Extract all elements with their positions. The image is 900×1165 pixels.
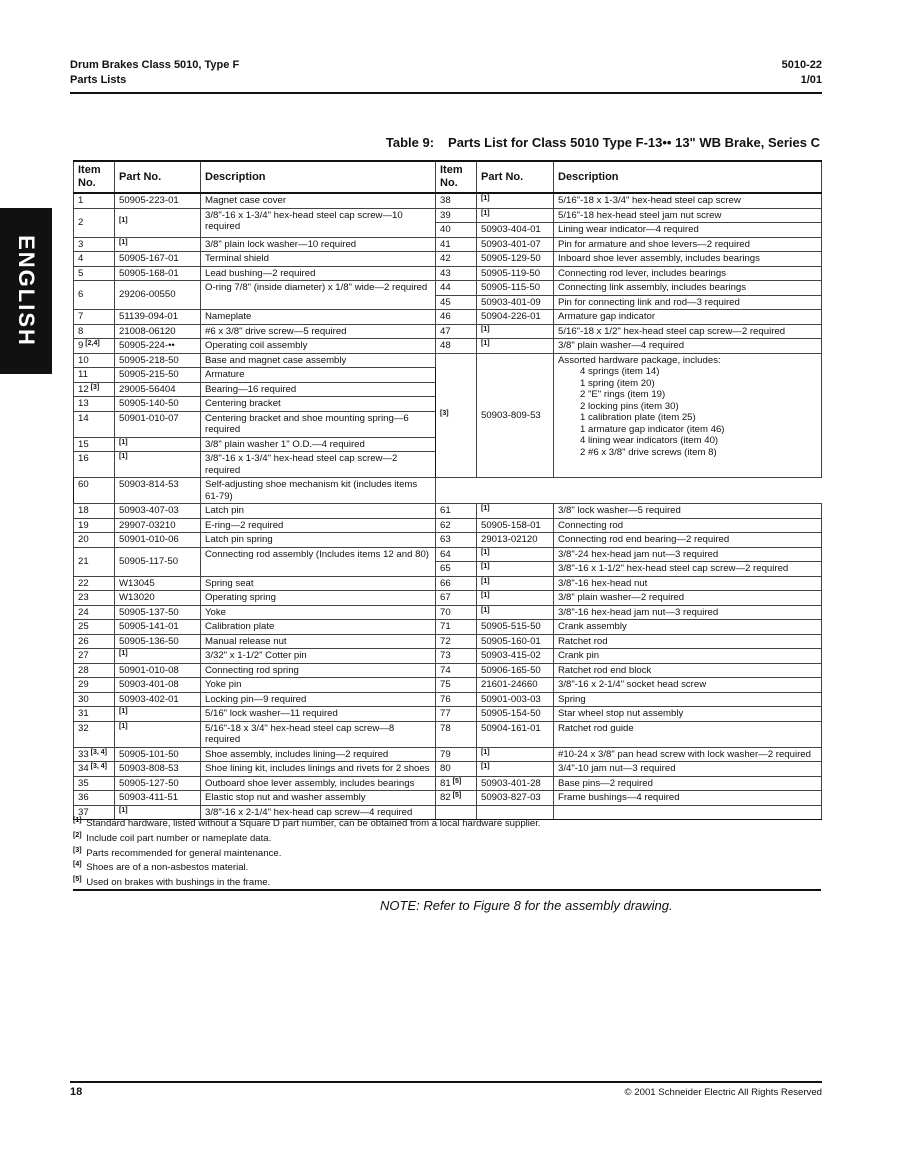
item-number: 79 bbox=[436, 747, 477, 762]
item-number: 40 bbox=[436, 223, 477, 238]
table-row bbox=[74, 547, 822, 562]
part-description: 3/8" plain washer 1" O.D.—4 required bbox=[201, 437, 436, 452]
part-description: 3/8"-16 x 2-1/4" hex-head cap screw—4 required bbox=[201, 805, 436, 820]
table-row bbox=[74, 208, 822, 223]
part-description: 5/16"-18 x 1/2" hex-head steel cap screw—2 required bbox=[554, 324, 822, 339]
part-number: [1] bbox=[115, 721, 201, 747]
table-row bbox=[74, 634, 822, 649]
item-number: 65 bbox=[436, 562, 477, 577]
part-number: 50905-117-50 bbox=[115, 547, 201, 576]
item-number: 60 bbox=[74, 478, 115, 504]
item-number: 21 bbox=[74, 547, 115, 576]
item-number: 48 bbox=[436, 339, 477, 354]
part-number: 50905-515-50 bbox=[477, 620, 554, 635]
part-description: Centering bracket and shoe mounting spring—6 required bbox=[201, 411, 436, 437]
kit-component: 4 springs (item 14) bbox=[580, 366, 660, 377]
footnote-mark: [1] bbox=[73, 817, 82, 824]
part-description: Bearing—16 required bbox=[201, 382, 436, 397]
table-row bbox=[74, 266, 822, 281]
part-number: 50905-141-01 bbox=[115, 620, 201, 635]
part-description: Crank assembly bbox=[554, 620, 822, 635]
part-number: 50905-101-50 bbox=[115, 747, 201, 762]
part-number: 50903-809-53 bbox=[477, 353, 554, 478]
footnotes-rule bbox=[73, 889, 821, 891]
part-description: Connecting rod spring bbox=[201, 663, 436, 678]
part-number: 50905-119-50 bbox=[477, 266, 554, 281]
part-number: 50903-827-03 bbox=[477, 791, 554, 806]
part-number: 50903-808-53 bbox=[115, 762, 201, 777]
part-number: 50905-140-50 bbox=[115, 397, 201, 412]
table-title bbox=[386, 135, 820, 150]
part-description: Pin for armature and shoe levers—2 required bbox=[554, 237, 822, 252]
col-header-item: Item No. bbox=[74, 161, 115, 193]
part-number: 50905-129-50 bbox=[477, 252, 554, 267]
part-description: Shoe lining kit, includes linings and rivets for 2 shoes bbox=[201, 762, 436, 777]
item-number: 63 bbox=[436, 533, 477, 548]
part-description: E-ring—2 required bbox=[201, 518, 436, 533]
item-number: 2 bbox=[74, 208, 115, 237]
part-number: 50903-411-51 bbox=[115, 791, 201, 806]
part-description: Spring seat bbox=[201, 576, 436, 591]
item-number: 15 bbox=[74, 437, 115, 452]
part-description: 3/8"-16 x 1-1/2" hex-head steel cap screw—2 required bbox=[554, 562, 822, 577]
item-number: 62 bbox=[436, 518, 477, 533]
header-title: Drum Brakes Class 5010, Type F bbox=[70, 59, 240, 71]
footnote bbox=[73, 847, 821, 862]
part-number: 50905-167-01 bbox=[115, 252, 201, 267]
part-number: 21601-24660 bbox=[477, 678, 554, 693]
table-row bbox=[74, 576, 822, 591]
item-number: 5 bbox=[74, 266, 115, 281]
part-number: [1] bbox=[115, 208, 201, 237]
parts-table bbox=[73, 160, 822, 820]
copyright: © 2001 Schneider Electric All Rights Reserved bbox=[624, 1087, 822, 1098]
footnote bbox=[73, 861, 821, 876]
part-number: 50901-010-08 bbox=[115, 663, 201, 678]
footer-rule bbox=[70, 1081, 822, 1083]
part-number: 50904-161-01 bbox=[477, 721, 554, 747]
item-number: 64 bbox=[436, 547, 477, 562]
item-number: 1 bbox=[74, 193, 115, 208]
part-description: Ratchet rod end block bbox=[554, 663, 822, 678]
part-number: [1] bbox=[115, 805, 201, 820]
col-header-item: Item No. bbox=[436, 161, 477, 193]
table-row bbox=[74, 478, 822, 504]
item-number: 47 bbox=[436, 324, 477, 339]
header-left bbox=[70, 58, 239, 88]
part-number: 50905-215-50 bbox=[115, 368, 201, 383]
table-row bbox=[74, 663, 822, 678]
table-row bbox=[74, 747, 822, 762]
item-number: 12 [3] bbox=[74, 382, 115, 397]
footnote-text: Standard hardware, listed without a Square D part number, can be obtained from a local hardware supplier. bbox=[83, 818, 541, 829]
part-number: 50903-401-28 bbox=[477, 776, 554, 791]
part-description: Assorted hardware package, includes: 4 springs (item 14) 1 spring (item 20) 2 "E" rings (item 19) 2 locking pins (item 30) 1 calibration plate (item 25) 1 armature gap indicator (item 46) 4 lining wear indicators (item 40) 2 #6 x 3/8" drive screws (item 8) bbox=[554, 353, 822, 478]
part-description: Yoke pin bbox=[201, 678, 436, 693]
part-description: Frame bushings—4 required bbox=[554, 791, 822, 806]
table-row bbox=[74, 324, 822, 339]
table-number: Table 9: bbox=[385, 135, 435, 150]
part-description: 3/32" x 1-1/2" Cotter pin bbox=[201, 649, 436, 664]
part-description: Crank pin bbox=[554, 649, 822, 664]
item-number: 18 bbox=[74, 504, 115, 519]
item-number: 8 bbox=[74, 324, 115, 339]
part-description: Connecting rod end bearing—2 required bbox=[554, 533, 822, 548]
table-row bbox=[74, 339, 822, 354]
part-number: 50905-158-01 bbox=[477, 518, 554, 533]
table-header-row bbox=[74, 161, 822, 193]
page-number: 18 bbox=[70, 1086, 83, 1098]
part-description: Locking pin—9 required bbox=[201, 692, 436, 707]
part-number: 50905-218-50 bbox=[115, 353, 201, 368]
part-description: 3/8" plain lock washer—10 required bbox=[201, 237, 436, 252]
part-number: [1] bbox=[477, 547, 554, 562]
part-description: Magnet case cover bbox=[201, 193, 436, 208]
item-footnote-mark: [2,4] bbox=[83, 340, 100, 347]
item-number: 27 bbox=[74, 649, 115, 664]
footnote-text: Include coil part number or nameplate data. bbox=[83, 832, 272, 844]
header-doc-number: 5010-22 bbox=[781, 59, 822, 71]
footnote-mark: [2] bbox=[73, 831, 82, 839]
part-description: Outboard shoe lever assembly, includes bearings bbox=[201, 776, 436, 791]
part-description: Base pins—2 required bbox=[554, 776, 822, 791]
part-number: 50905-127-50 bbox=[115, 776, 201, 791]
kit-component: 4 lining wear indicators (item 40) bbox=[580, 435, 719, 446]
part-description: Connecting rod assembly (Includes items 12 and 80) bbox=[201, 547, 436, 576]
footnote-mark: [3] bbox=[73, 846, 82, 854]
part-number: [1] bbox=[115, 237, 201, 252]
item-number: 14 bbox=[74, 411, 115, 437]
table-row bbox=[74, 620, 822, 635]
item-number: 32 bbox=[74, 721, 115, 747]
table-row bbox=[74, 791, 822, 806]
footnote-mark: [5] bbox=[73, 876, 82, 884]
item-number: 80 bbox=[436, 762, 477, 777]
part-description: 3/8"-16 x 1-3/4" hex-head steel cap screw—10 required bbox=[201, 208, 436, 237]
table-row bbox=[74, 776, 822, 791]
part-number: 50903-407-03 bbox=[115, 504, 201, 519]
table-row bbox=[74, 678, 822, 693]
kit-component: 2 #6 x 3/8" drive screws (item 8) bbox=[580, 446, 717, 458]
item-footnote-mark: [3, 4] bbox=[88, 748, 107, 756]
part-number: 50903-402-01 bbox=[115, 692, 201, 707]
item-number: 45 bbox=[436, 295, 477, 310]
col-header-description: Description bbox=[554, 161, 822, 193]
part-description: 3/8" lock washer—5 required bbox=[554, 504, 822, 519]
part-description: Terminal shield bbox=[201, 252, 436, 267]
part-number: 29013-02120 bbox=[477, 533, 554, 548]
header-right bbox=[782, 58, 822, 88]
col-header-description: Description bbox=[201, 161, 436, 193]
assembly-note: NOTE: Refer to Figure 8 for the assembly drawing. bbox=[380, 898, 673, 913]
part-description: Spring bbox=[554, 692, 822, 707]
kit-component: 1 calibration plate (item 25) bbox=[580, 412, 696, 423]
part-number: 50905-223-01 bbox=[115, 193, 201, 208]
table-row bbox=[74, 353, 822, 368]
part-number: 50903-401-08 bbox=[115, 678, 201, 693]
part-description: Star wheel stop nut assembly bbox=[554, 707, 822, 722]
item-number: 44 bbox=[436, 281, 477, 296]
item-number: 73 bbox=[436, 649, 477, 664]
part-description: Latch pin spring bbox=[201, 533, 436, 548]
table-row bbox=[74, 707, 822, 722]
table-row bbox=[74, 310, 822, 325]
header-subtitle: Parts Lists bbox=[70, 74, 127, 86]
part-number: 29206-00550 bbox=[115, 281, 201, 310]
kit-component: 2 locking pins (item 30) bbox=[580, 400, 679, 412]
part-description: #10-24 x 3/8" pan head screw with lock washer—2 required bbox=[554, 747, 822, 762]
table-row bbox=[74, 504, 822, 519]
part-description: Centering bracket bbox=[201, 397, 436, 412]
part-description: #6 x 3/8" drive screw—5 required bbox=[201, 324, 436, 339]
table-row bbox=[74, 692, 822, 707]
table-row bbox=[74, 649, 822, 664]
item-number: 9 [2,4] bbox=[74, 339, 115, 354]
footnote-text: Parts recommended for general maintenance. bbox=[83, 847, 282, 859]
part-number: 50905-115-50 bbox=[477, 281, 554, 296]
item-number: 36 bbox=[74, 791, 115, 806]
header-rule bbox=[70, 92, 822, 94]
item-number: 10 bbox=[74, 353, 115, 368]
kit-component: 1 spring (item 20) bbox=[580, 377, 655, 389]
part-description: Base and magnet case assembly bbox=[201, 353, 436, 368]
part-number: 50903-401-07 bbox=[477, 237, 554, 252]
part-number: [1] bbox=[115, 649, 201, 664]
item-number: 23 bbox=[74, 591, 115, 606]
part-number: [1] bbox=[477, 762, 554, 777]
part-description: 3/8" plain washer—4 required bbox=[554, 339, 822, 354]
table-row bbox=[74, 533, 822, 548]
part-description: Calibration plate bbox=[201, 620, 436, 635]
item-number: 22 bbox=[74, 576, 115, 591]
item-number: 3 bbox=[74, 237, 115, 252]
footnotes bbox=[73, 817, 821, 891]
part-description: 5/16"-18 hex-head steel jam nut screw bbox=[554, 208, 822, 223]
part-description: 3/4"-10 jam nut—3 required bbox=[554, 762, 822, 777]
footnote-text: Used on brakes with bushings in the frame. bbox=[83, 877, 271, 889]
item-number: 29 bbox=[74, 678, 115, 693]
item-number: 39 bbox=[436, 208, 477, 223]
table-row bbox=[74, 762, 822, 777]
part-number: [1] bbox=[477, 576, 554, 591]
part-number: 50901-010-06 bbox=[115, 533, 201, 548]
item-number: 34 [3, 4] bbox=[74, 762, 115, 777]
item-number: 78 bbox=[436, 721, 477, 747]
table-row bbox=[74, 605, 822, 620]
table-row bbox=[74, 193, 822, 208]
part-description: Lining wear indicator—4 required bbox=[554, 223, 822, 238]
item-number: 16 bbox=[74, 452, 115, 478]
part-description: Ratchet rod guide bbox=[554, 721, 822, 747]
part-number: 50905-224-•• bbox=[115, 339, 201, 354]
part-description: Lead bushing—2 required bbox=[201, 266, 436, 281]
item-number: 11 bbox=[74, 368, 115, 383]
table-row bbox=[74, 721, 822, 747]
table-row bbox=[74, 237, 822, 252]
part-number: [1] bbox=[477, 504, 554, 519]
part-number: [1] bbox=[477, 193, 554, 208]
item-number: 37 bbox=[74, 805, 115, 820]
part-number: 50905-168-01 bbox=[115, 266, 201, 281]
part-description: Manual release nut bbox=[201, 634, 436, 649]
item-number: 43 bbox=[436, 266, 477, 281]
item-number: 76 bbox=[436, 692, 477, 707]
item-footnote-mark: [5] bbox=[450, 792, 462, 799]
item-number: 7 bbox=[74, 310, 115, 325]
part-description: Ratchet rod bbox=[554, 634, 822, 649]
table-row bbox=[74, 518, 822, 533]
part-description: Operating spring bbox=[201, 591, 436, 606]
item-number: [3] bbox=[436, 353, 477, 478]
footnote bbox=[73, 817, 821, 832]
part-description: Nameplate bbox=[201, 310, 436, 325]
part-number: [1] bbox=[115, 437, 201, 452]
part-number: [1] bbox=[477, 339, 554, 354]
part-number: 50901-010-07 bbox=[115, 411, 201, 437]
table-title-text: Parts List for Class 5010 Type F-13•• 13" WB Brake, Series C bbox=[448, 135, 820, 150]
language-tab-label: ENGLISH bbox=[14, 235, 39, 347]
item-number: 74 bbox=[436, 663, 477, 678]
item-number: 46 bbox=[436, 310, 477, 325]
item-number: 35 bbox=[74, 776, 115, 791]
part-number: W13045 bbox=[115, 576, 201, 591]
part-number: [1] bbox=[477, 747, 554, 762]
part-number: 50904-226-01 bbox=[477, 310, 554, 325]
part-description: 5/16"-18 x 1-3/4" hex-head steel cap screw bbox=[554, 193, 822, 208]
item-number: 38 bbox=[436, 193, 477, 208]
part-description: Connecting rod bbox=[554, 518, 822, 533]
part-number: [1] bbox=[115, 707, 201, 722]
part-description: 3/8"-16 hex-head jam nut—3 required bbox=[554, 605, 822, 620]
part-number: 50903-401-09 bbox=[477, 295, 554, 310]
part-description: 3/8"-24 hex-head jam nut—3 required bbox=[554, 547, 822, 562]
language-tab bbox=[0, 208, 52, 374]
item-number: 70 bbox=[436, 605, 477, 620]
col-header-part: Part No. bbox=[477, 161, 554, 193]
item-number: 26 bbox=[74, 634, 115, 649]
part-number: 51139-094-01 bbox=[115, 310, 201, 325]
part-number: 21008-06120 bbox=[115, 324, 201, 339]
part-description: 3/8"-16 x 1-3/4" hex-head steel cap screw—2 required bbox=[201, 452, 436, 478]
item-number: 61 bbox=[436, 504, 477, 519]
header-date: 1/01 bbox=[800, 74, 822, 86]
kit-component: 1 armature gap indicator (item 46) bbox=[580, 423, 725, 435]
part-description: Self-adjusting shoe mechanism kit (includes items 61-79) bbox=[201, 478, 436, 504]
part-number: 50903-415-02 bbox=[477, 649, 554, 664]
part-number: [1] bbox=[477, 591, 554, 606]
part-description: 3/8" plain washer—2 required bbox=[554, 591, 822, 606]
item-number: 28 bbox=[74, 663, 115, 678]
part-number: W13020 bbox=[115, 591, 201, 606]
table-row bbox=[74, 252, 822, 267]
item-number: 77 bbox=[436, 707, 477, 722]
item-number: 67 bbox=[436, 591, 477, 606]
part-description: 3/8"-16 x 2-1/4" socket head screw bbox=[554, 678, 822, 693]
item-number: 82 [5] bbox=[436, 791, 477, 806]
item-number: 24 bbox=[74, 605, 115, 620]
table-row bbox=[74, 591, 822, 606]
item-footnote-mark: [5] bbox=[450, 777, 462, 785]
part-number: 29907-03210 bbox=[115, 518, 201, 533]
item-number: 66 bbox=[436, 576, 477, 591]
footnote-mark: [4] bbox=[73, 861, 82, 869]
item-number: 20 bbox=[74, 533, 115, 548]
part-number: [1] bbox=[115, 452, 201, 478]
part-description: Yoke bbox=[201, 605, 436, 620]
item-number: 30 bbox=[74, 692, 115, 707]
part-number: [1] bbox=[477, 605, 554, 620]
part-number: 50906-165-50 bbox=[477, 663, 554, 678]
item-number: 25 bbox=[74, 620, 115, 635]
item-number: 6 bbox=[74, 281, 115, 310]
part-number: 50903-404-01 bbox=[477, 223, 554, 238]
part-number: [1] bbox=[477, 208, 554, 223]
item-footnote-mark: [3] bbox=[88, 383, 100, 391]
part-description: Latch pin bbox=[201, 504, 436, 519]
part-description: Operating coil assembly bbox=[201, 339, 436, 354]
table-row bbox=[74, 281, 822, 296]
part-description: 5/16"-18 x 3/4" hex-head steel cap screw—8 required bbox=[201, 721, 436, 747]
item-number: 75 bbox=[436, 678, 477, 693]
item-number: 19 bbox=[74, 518, 115, 533]
item-number: 72 bbox=[436, 634, 477, 649]
part-description: Elastic stop nut and washer assembly bbox=[201, 791, 436, 806]
col-header-part: Part No. bbox=[115, 161, 201, 193]
part-description: Inboard shoe lever assembly, includes bearings bbox=[554, 252, 822, 267]
footnote-text: Shoes are of a non-asbestos material. bbox=[83, 862, 249, 874]
part-description: Connecting link assembly, includes bearings bbox=[554, 281, 822, 296]
part-number: [1] bbox=[477, 324, 554, 339]
item-number: 71 bbox=[436, 620, 477, 635]
part-description: Armature gap indicator bbox=[554, 310, 822, 325]
part-description: Pin for connecting link and rod—3 required bbox=[554, 295, 822, 310]
part-number: 50901-003-03 bbox=[477, 692, 554, 707]
footnote bbox=[73, 832, 821, 847]
part-description: 5/16" lock washer—11 required bbox=[201, 707, 436, 722]
part-number: [1] bbox=[477, 562, 554, 577]
part-description: Armature bbox=[201, 368, 436, 383]
part-number: 50905-136-50 bbox=[115, 634, 201, 649]
part-number: 50905-160-01 bbox=[477, 634, 554, 649]
part-description: 3/8"-16 hex-head nut bbox=[554, 576, 822, 591]
item-number: 13 bbox=[74, 397, 115, 412]
part-description: Connecting rod lever, includes bearings bbox=[554, 266, 822, 281]
item-number: 41 bbox=[436, 237, 477, 252]
part-number: 50905-154-50 bbox=[477, 707, 554, 722]
part-number: 29005-56404 bbox=[115, 382, 201, 397]
part-number: 50903-814-53 bbox=[115, 478, 201, 504]
item-number: 33 [3, 4] bbox=[74, 747, 115, 762]
item-number: 4 bbox=[74, 252, 115, 267]
part-description: O-ring 7/8" (inside diameter) x 1/8" wide—2 required bbox=[201, 281, 436, 310]
item-number: 81 [5] bbox=[436, 776, 477, 791]
part-number: 50905-137-50 bbox=[115, 605, 201, 620]
item-number: 42 bbox=[436, 252, 477, 267]
item-number: 31 bbox=[74, 707, 115, 722]
item-footnote-mark: [3, 4] bbox=[88, 763, 107, 770]
part-description: Shoe assembly, includes lining—2 required bbox=[201, 747, 436, 762]
kit-component: 2 "E" rings (item 19) bbox=[580, 389, 666, 400]
